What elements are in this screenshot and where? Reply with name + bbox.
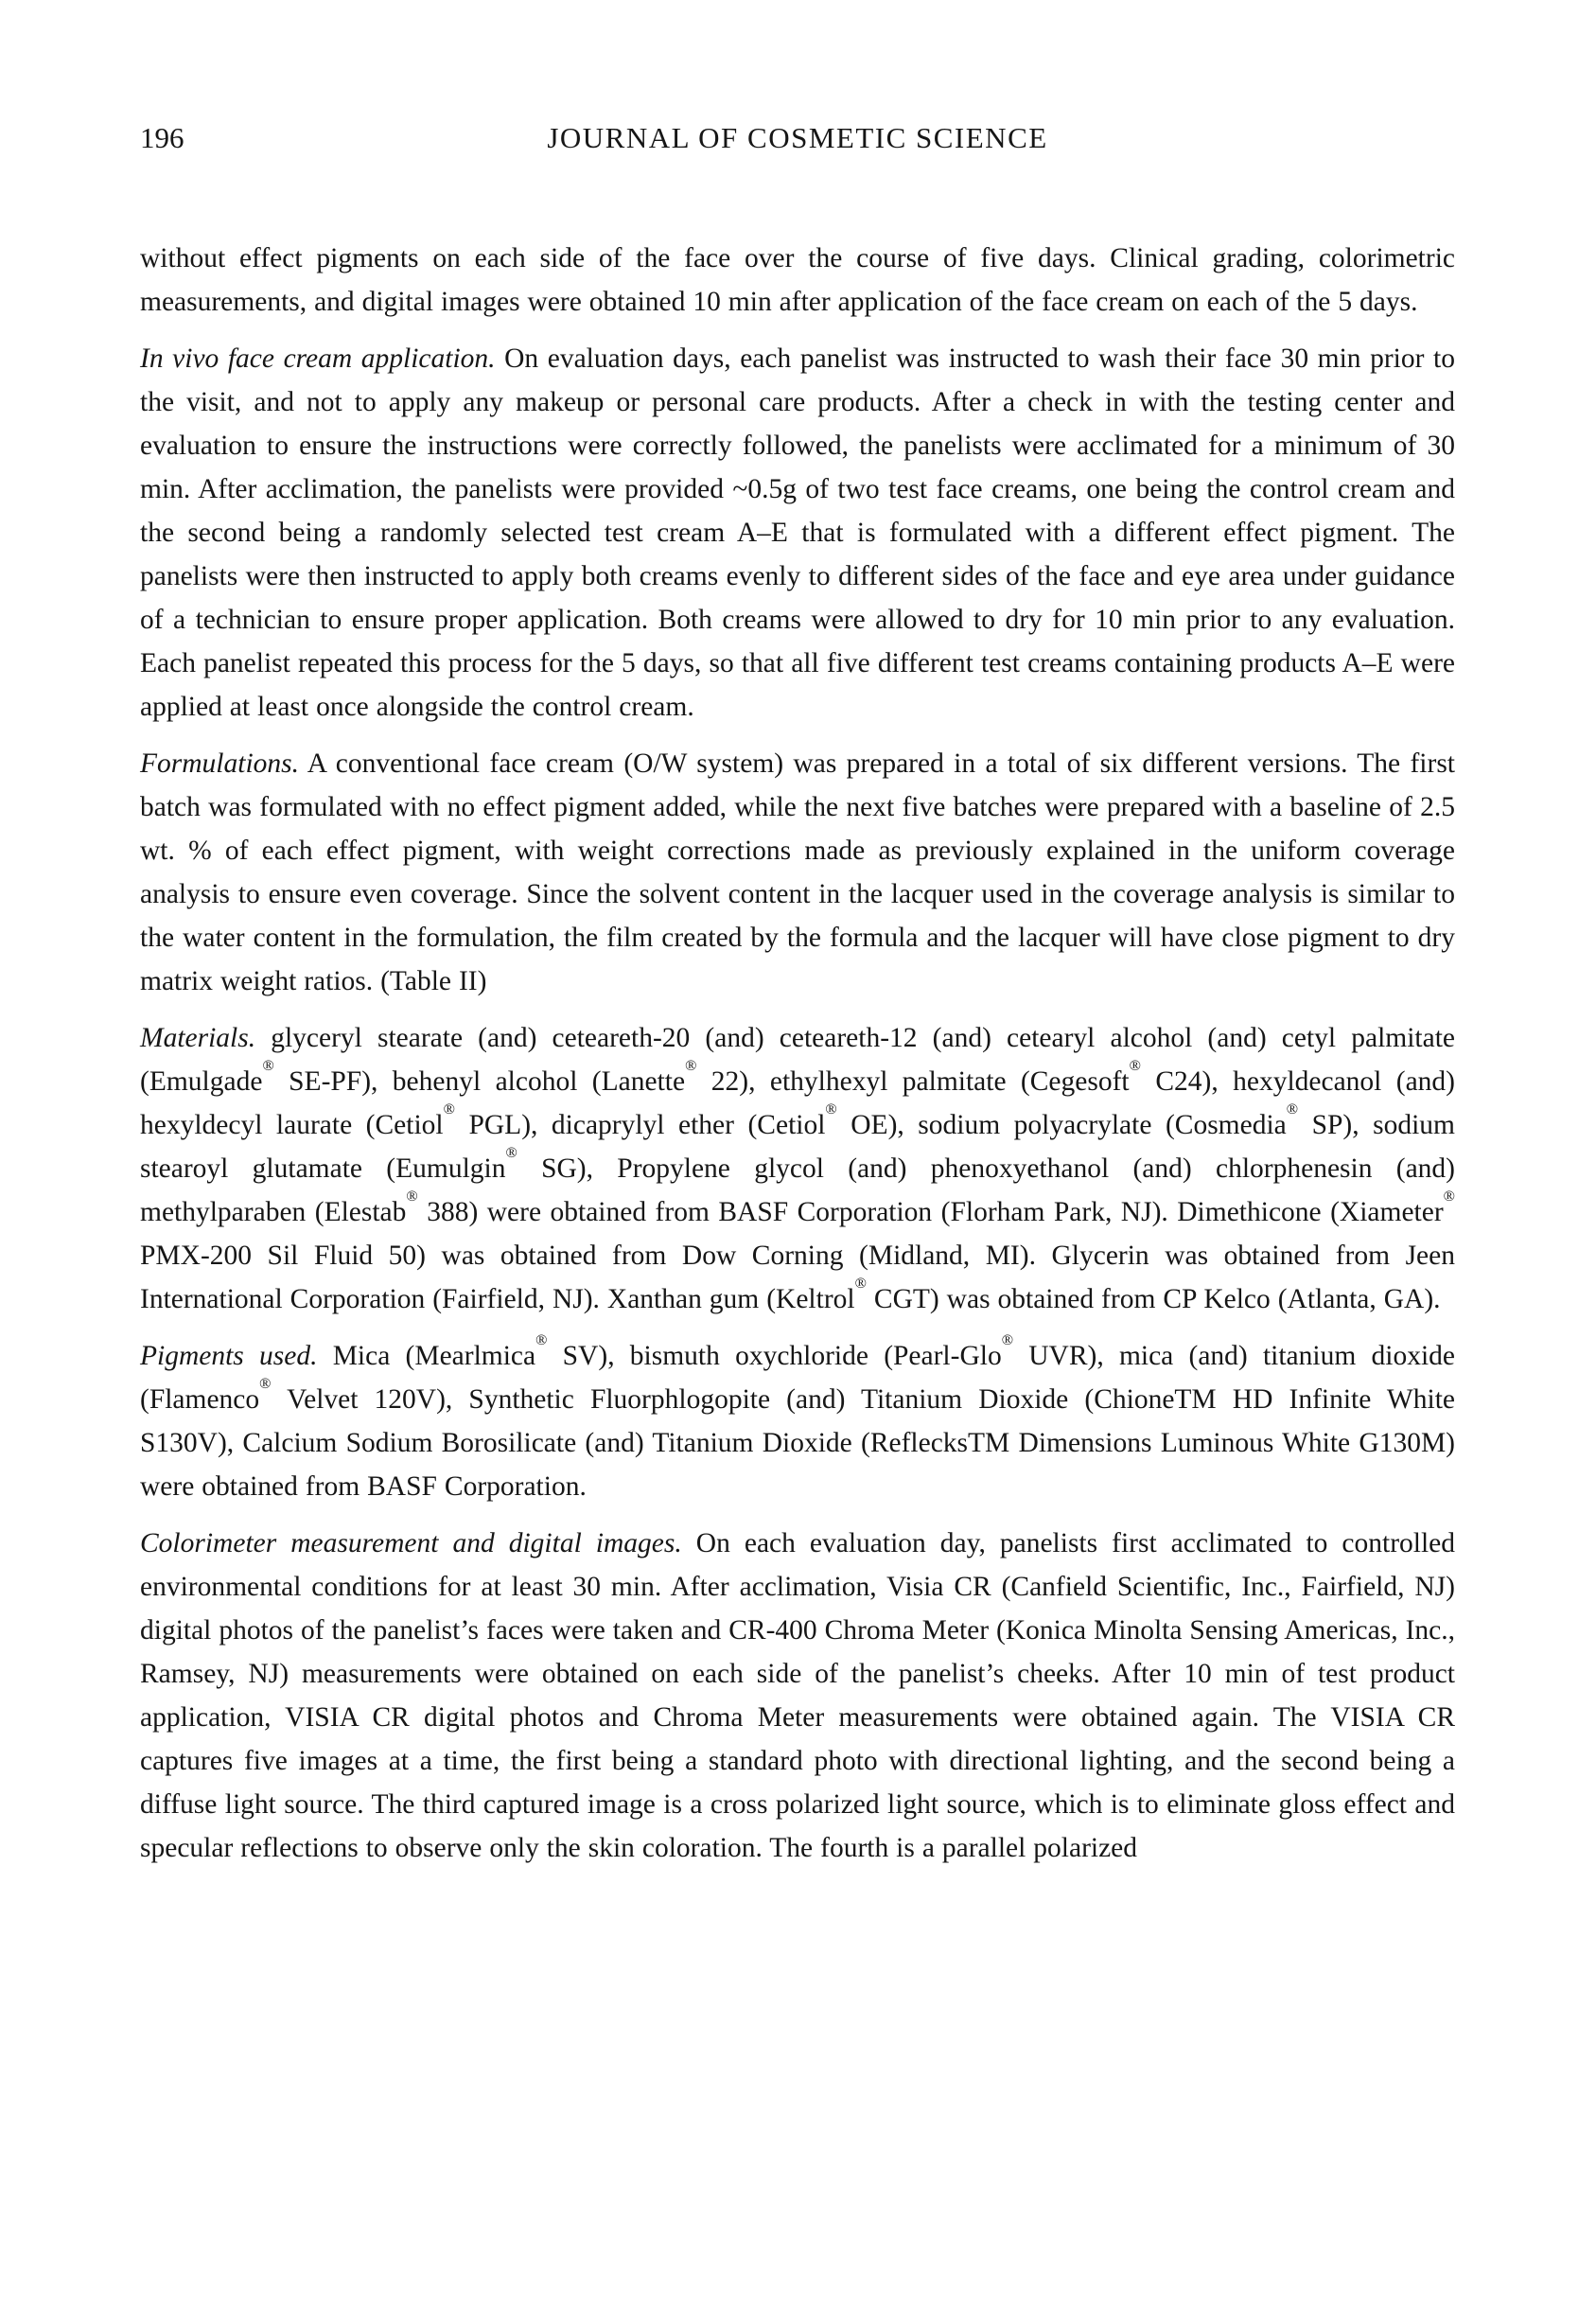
paragraph-text: Mica (Mearlmica® SV), bismuth oxychloride (Pearl-Glo® UVR), mica (and) titanium dioxide (Flamenco® Velvet 120V), Synthetic Fluorphlogopite (and) Titanium Dioxide (ChioneTM HD Infinite White S130V), Calcium Sodium Borosilicate (and) Titanium Dioxide (ReflecksTM Dimensions Luminous White G130M) were obtained from BASF Corporation. [140,1331,1455,1502]
paragraph-continuation [140,237,1455,324]
journal-title: JOURNAL OF COSMETIC SCIENCE [547,121,1048,154]
paragraph-lead: Colorimeter measurement and digital images. [140,1528,682,1558]
paragraph-materials [140,1016,1455,1321]
paragraph-text: On each evaluation day, panelists first acclimated to controlled environmental conditions for at least 30 min. After acclimation, Visia CR (Canfield Scientific, Inc., Fairfield, NJ) digital photos of the panelist’s faces were taken and CR-400 Chroma Meter (Konica Minolta Sensing Americas, Inc., Ramsey, NJ) measurements were obtained on each side of the panelist’s cheeks. After 10 min of test product application, VISIA CR digital photos and Chroma Meter measurements were obtained again. The VISIA CR captures five images at a time, the first being a standard photo with directional lighting, and the second being a diffuse light source. The third captured image is a cross polarized light source, which is to eliminate gloss effect and specular reflections to observe only the skin coloration. The fourth is a parallel polarized [140,1528,1456,1863]
paragraph-colorimeter-measurement [140,1522,1455,1870]
paragraph-text: glyceryl stearate (and) ceteareth-20 (and) ceteareth-12 (and) cetearyl alcohol (and) cetyl palmitate (Emulgade® SE-PF), behenyl alcohol (Lanette® 22), ethylhexyl palmitate (Cegesoft® C24), hexyldecanol (and) hexyldecyl laurate (Cetiol® PGL), dicaprylyl ether (Cetiol® OE), sodium polyacrylate (Cosmedia® SP), sodium stearoyl glutamate (Eumulgin® SG), Propylene glycol (and) phenoxyethanol (and) chlorphenesin (and) methylparaben (Elestab® 388) were obtained from BASF Corporation (Florham Park, NJ). Dimethicone (Xiameter® PMX-200 Sil Fluid 50) was obtained from Dow Corning (Midland, MI). Glycerin was obtained from Jeen International Corporation (Fairfield, NJ). Xanthan gum (Keltrol® CGT) was obtained from CP Kelco (Atlanta, GA). [140,1023,1455,1314]
paragraph-in-vivo-face-cream-application [140,337,1455,729]
paragraph-formulations [140,742,1455,1003]
page-number: 196 [140,121,184,154]
paragraph-text: without effect pigments on each side of the face over the course of five days. Clinical grading, colorimetric measurements, and digital images were obtained 10 min after application of the face cream on each of the 5 days. [140,243,1455,317]
paragraph-lead: In vivo face cream application. [140,343,496,374]
paragraph-lead: Materials. [140,1023,256,1053]
paragraph-text: A conventional face cream (O/W system) was prepared in a total of six different versions. The first batch was formulated with no effect pigment added, while the next five batches were prepared with a baseline of 2.5 wt. % of each effect pigment, with weight corrections made as previously explained in the uniform coverage analysis to ensure even coverage. Since the solvent content in the lacquer used in the coverage analysis is similar to the water content in the formulation, the film created by the formula and the lacquer will have close pigment to dry matrix weight ratios. (Table II) [140,748,1456,996]
page-body [0,157,1596,1870]
page-header [0,0,1596,157]
paragraph-text: On evaluation days, each panelist was instructed to wash their face 30 min prior to the visit, and not to apply any makeup or personal care products. After a check in with the testing center and evaluation to ensure the instructions were correctly followed, the panelists were acclimated for a minimum of 30 min. After acclimation, the panelists were provided ~0.5g of two test face creams, one being the control cream and the second being a randomly selected test cream A–E that is formulated with a different effect pigment. The panelists were then instructed to apply both creams evenly to different sides of the face and eye area under guidance of a technician to ensure proper application. Both creams were allowed to dry for 10 min prior to any evaluation. Each panelist repeated this process for the 5 days, so that all five different test creams containing products A–E were applied at least once alongside the control cream. [140,343,1455,722]
paragraph-lead: Pigments used. [140,1341,318,1371]
paragraph-pigments-used [140,1331,1455,1508]
paragraph-lead: Formulations. [140,748,299,779]
